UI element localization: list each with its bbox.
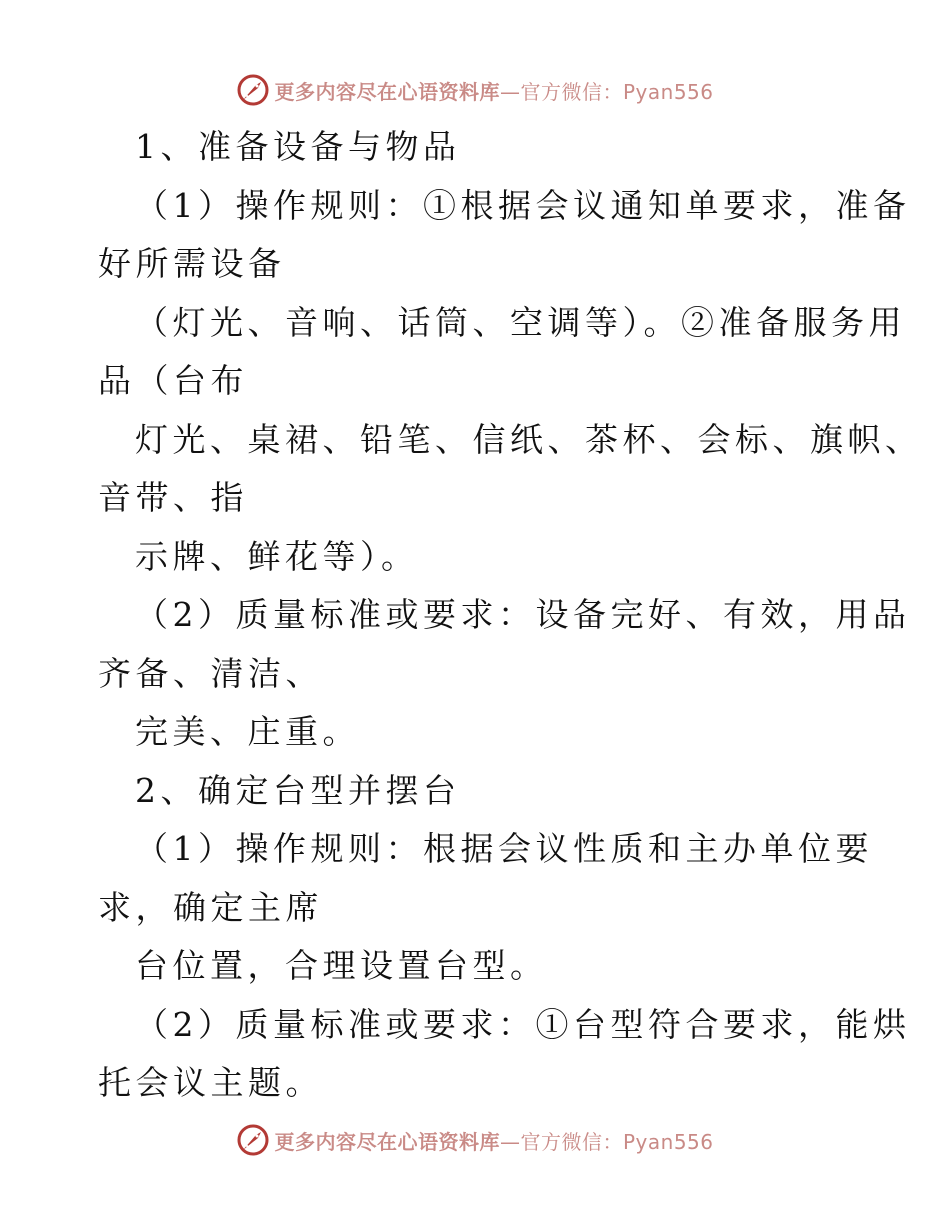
document-body xyxy=(98,118,923,1113)
section-heading-2: 2、确定台型并摆台 xyxy=(135,770,461,810)
banner-dash: — xyxy=(499,1129,521,1154)
banner-wechat-label: 官方微信： xyxy=(520,79,623,104)
text-line: （2）质量标准或要求：设备完好、有效，用品 xyxy=(135,595,911,634)
text-line: 台位置，合理设置台型。 xyxy=(135,946,548,985)
section-heading-1: 1、准备设备与物品 xyxy=(135,127,461,166)
text-line: （2）质量标准或要求：①台型符合要求，能烘 xyxy=(135,1004,911,1044)
text-line: 求，确定主席 xyxy=(98,887,323,927)
banner-wechat-id: Pyan556 xyxy=(622,1129,714,1154)
text-line: 完美、庄重。 xyxy=(135,712,360,751)
banner-site-text: 更多内容尽在心语资料库 xyxy=(274,1129,500,1154)
banner-text xyxy=(274,76,713,105)
pen-nib-logo-icon xyxy=(236,73,270,107)
text-line: （1）操作规则：根据会议性质和主办单位要 xyxy=(135,829,873,868)
text-line: 音带、指 xyxy=(98,478,248,517)
banner-wechat-label: 官方微信： xyxy=(520,1129,623,1154)
text-line: 托会议主题。 xyxy=(98,1063,323,1102)
text-line: 齐备、清洁、 xyxy=(98,653,323,693)
text-line: 灯光、桌裙、铅笔、信纸、茶杯、会标、旗帜、 xyxy=(135,419,923,459)
pen-nib-logo-icon xyxy=(236,1123,270,1157)
banner-text xyxy=(274,1126,713,1155)
text-line: 品（台布 xyxy=(98,361,248,400)
banner-wechat-id: Pyan556 xyxy=(622,79,714,104)
banner-dash: — xyxy=(499,79,521,104)
text-line: 示牌、鲜花等）。 xyxy=(135,536,419,576)
header-watermark-banner xyxy=(0,70,950,110)
text-line: 好所需设备 xyxy=(98,244,286,283)
footer-watermark-banner xyxy=(0,1120,950,1160)
text-line: （灯光、音响、话筒、空调等）。②准备服务用 xyxy=(135,302,906,342)
banner-site-text: 更多内容尽在心语资料库 xyxy=(274,79,500,104)
text-line: （1）操作规则：①根据会议通知单要求，准备 xyxy=(135,185,911,225)
